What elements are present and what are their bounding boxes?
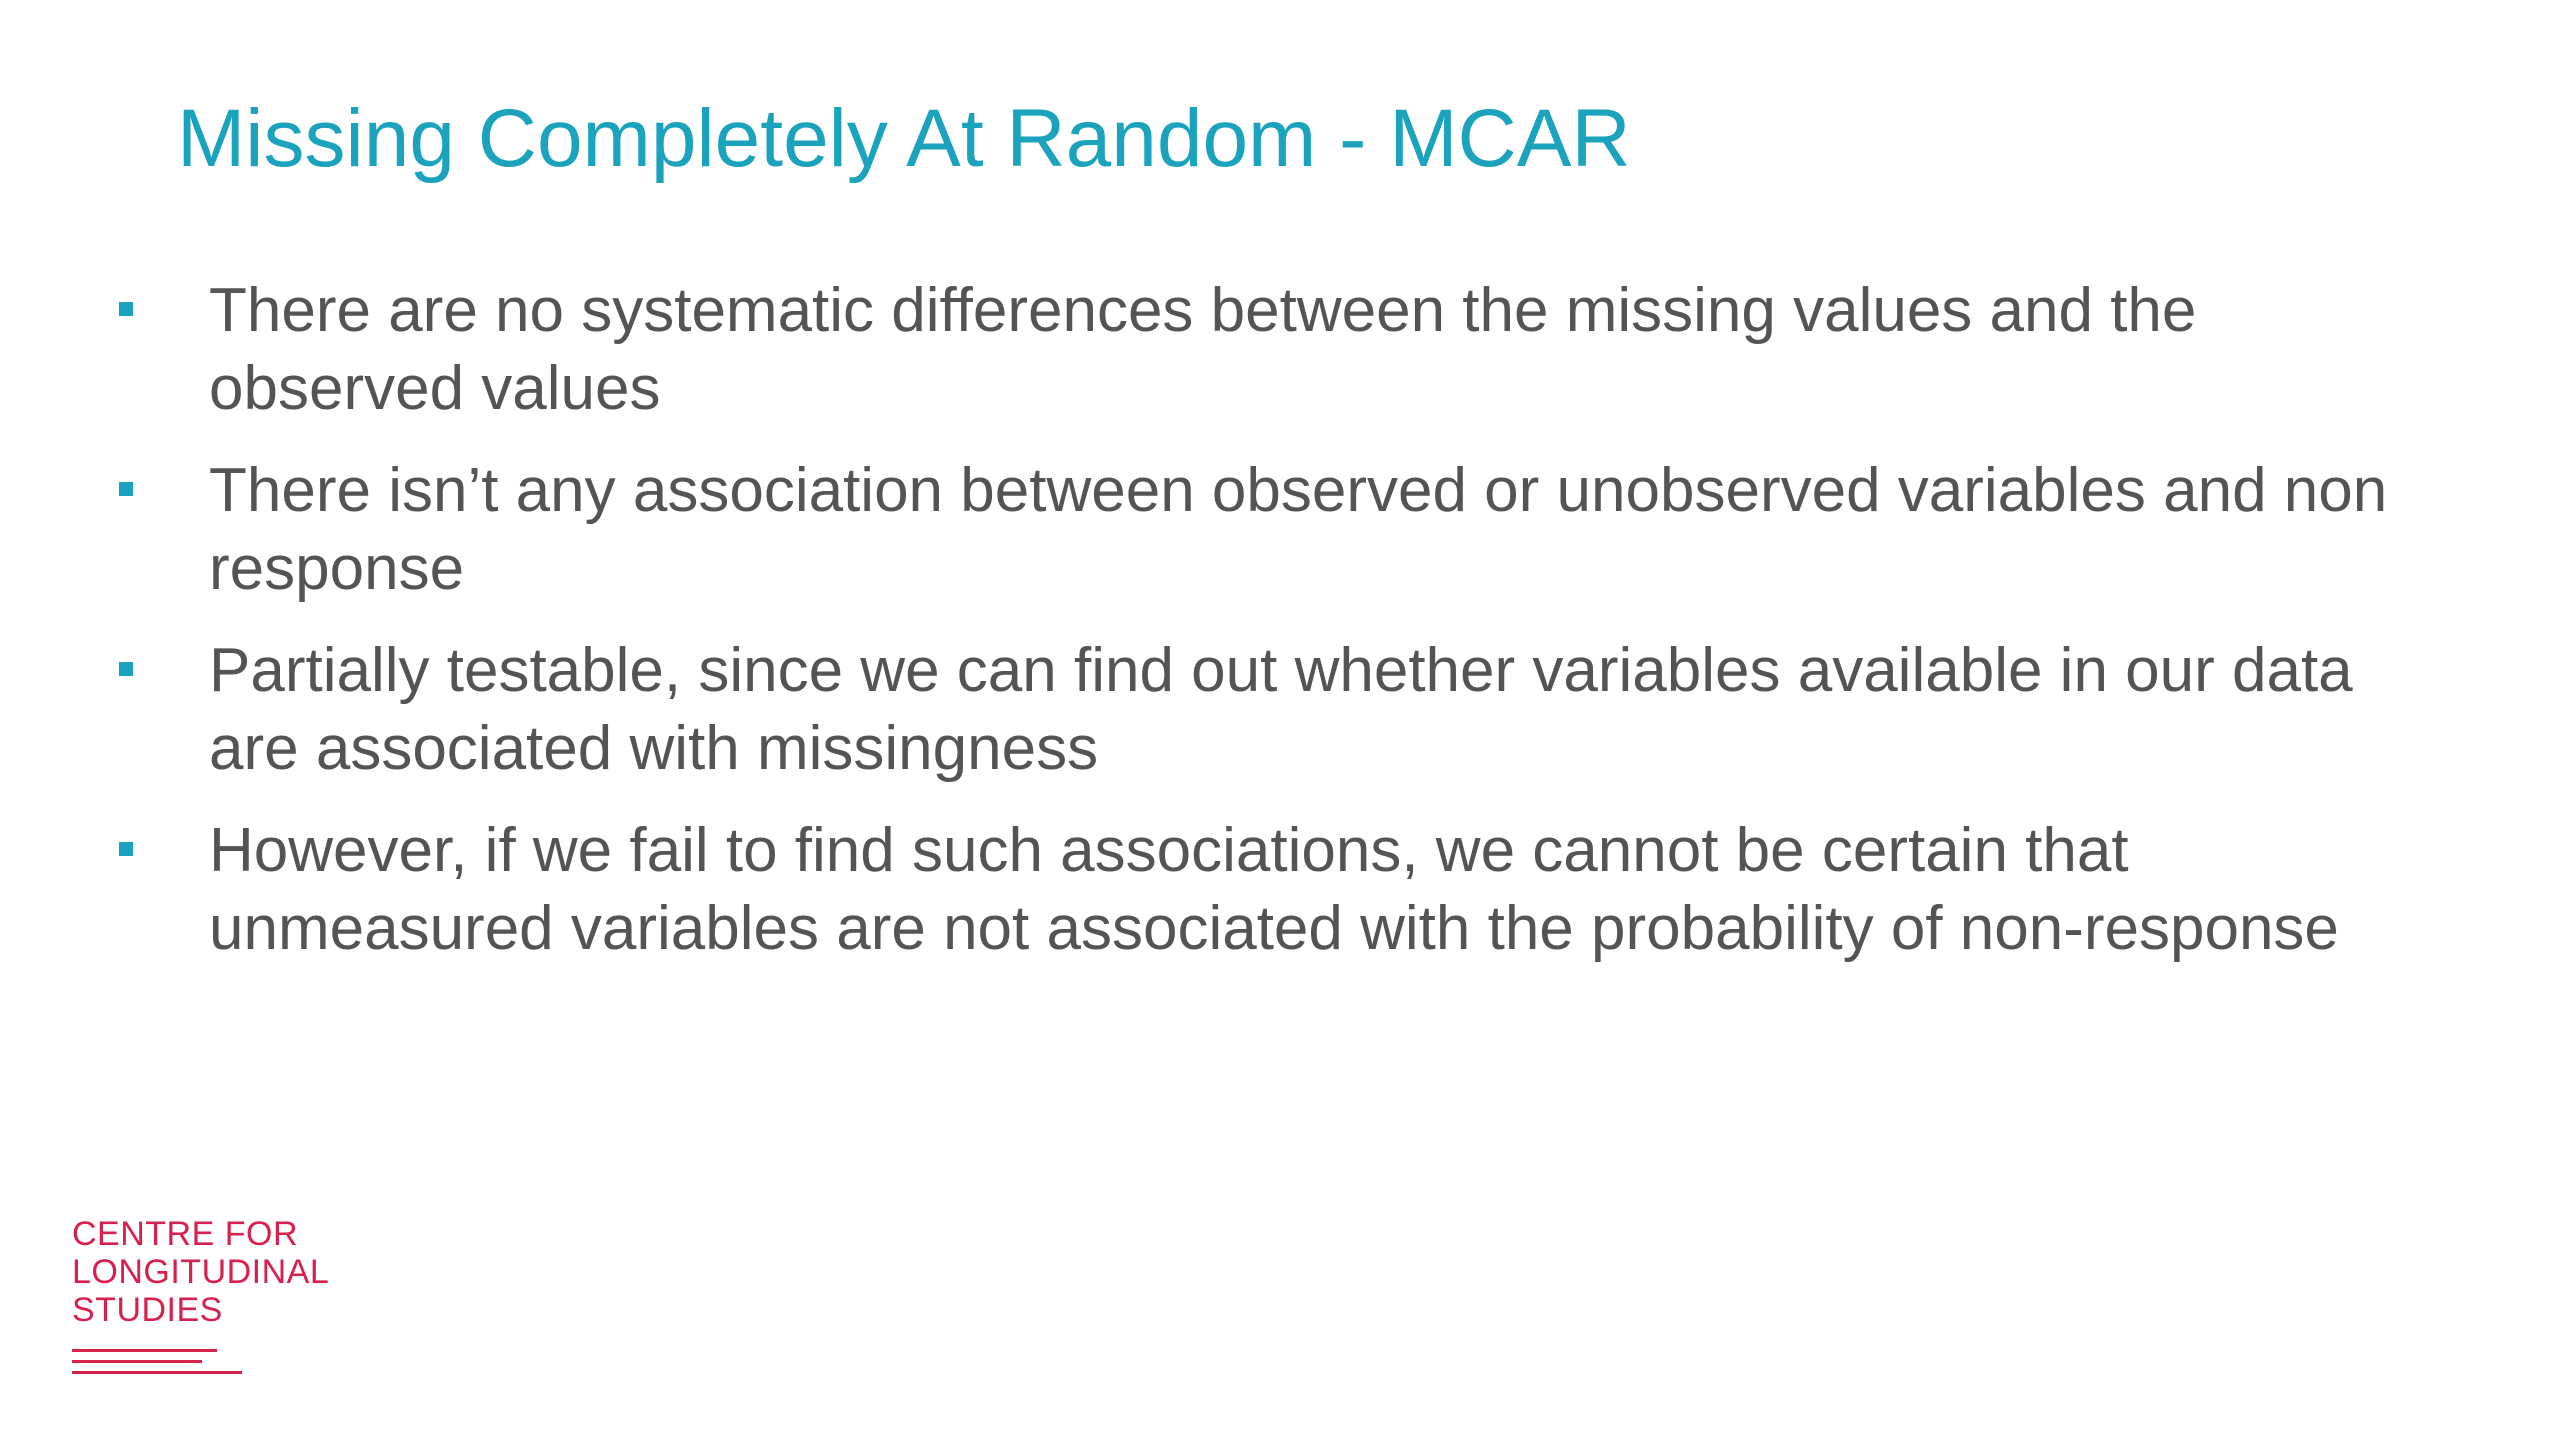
logo-rule — [72, 1371, 242, 1374]
bullet-item — [116, 812, 2406, 968]
bullet-text: However, if we fail to find such associations, we cannot be certain that unmeasured variables are not associated with the probability of non-response — [209, 816, 2339, 963]
square-bullet-icon — [119, 662, 133, 676]
bullet-item — [116, 632, 2406, 788]
square-bullet-icon — [119, 842, 133, 856]
bullet-text: There are no systematic differences between the missing values and the observed values — [209, 276, 2197, 423]
bullet-item — [116, 452, 2406, 608]
square-bullet-icon — [119, 482, 133, 496]
cls-logo — [72, 1215, 372, 1382]
logo-underline-graphic — [72, 1349, 372, 1374]
logo-line-3: STUDIES — [72, 1291, 223, 1329]
square-bullet-icon — [119, 302, 133, 316]
logo-text — [72, 1215, 372, 1329]
bullet-text: There isn’t any association between observed or unobserved variables and non response — [209, 456, 2388, 603]
slide-title: Missing Completely At Random - MCAR — [177, 93, 1631, 184]
logo-line-2: LONGITUDINAL — [72, 1253, 330, 1291]
bullet-list — [116, 272, 2406, 992]
bullet-item — [116, 272, 2406, 428]
logo-line-1: CENTRE FOR — [72, 1215, 298, 1253]
logo-rule — [72, 1360, 202, 1363]
logo-rule — [72, 1349, 217, 1352]
bullet-text: Partially testable, since we can find out whether variables available in our data are associated with missingness — [209, 636, 2353, 783]
